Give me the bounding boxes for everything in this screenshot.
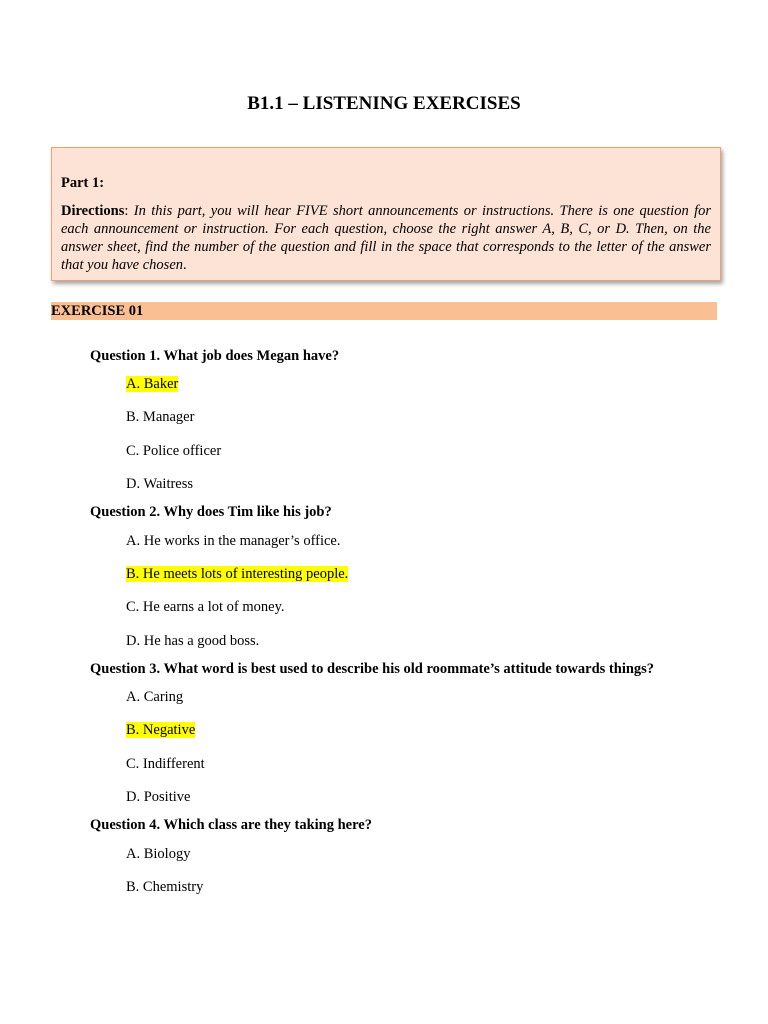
part-label: Part 1: [61, 175, 105, 191]
q4-option-a: A. Biology [126, 846, 191, 862]
q4-option-b: B. Chemistry [126, 879, 204, 895]
q2-option-d: D. He has a good boss. [126, 633, 260, 649]
q1-option-b: B. Manager [126, 409, 195, 425]
q2-option-a: A. He works in the manager’s office. [126, 533, 341, 549]
q3-option-d: D. Positive [126, 789, 191, 805]
directions-paragraph [61, 202, 711, 274]
exercise-heading: EXERCISE 01 [51, 302, 717, 320]
q1-option-a [126, 376, 178, 393]
q1-option-d: D. Waitress [126, 476, 194, 492]
q3-option-a: A. Caring [126, 689, 184, 705]
question-1: Question 1. What job does Megan have? [90, 348, 340, 364]
q1-option-a-text: A. Baker [126, 376, 179, 392]
q3-option-b [126, 722, 195, 739]
q2-option-b-text: B. He meets lots of interesting people. [126, 566, 349, 582]
directions-separator: : [124, 203, 129, 219]
q3-option-b-text: B. Negative [126, 722, 196, 738]
q2-option-c: C. He earns a lot of money. [126, 599, 285, 615]
question-4: Question 4. Which class are they taking here? [90, 817, 372, 833]
question-2: Question 2. Why does Tim like his job? [90, 504, 332, 520]
q2-option-b [126, 566, 348, 583]
question-3: Question 3. What word is best used to describe his old roommate’s attitude towards things? [90, 661, 655, 677]
directions-box [51, 147, 721, 281]
directions-label: Directions [61, 203, 125, 219]
q3-option-c: C. Indifferent [126, 756, 205, 772]
directions-text: In this part, you will hear FIVE short announcements or instructions. There is one question for each announcement or instruction. For each question, choose the right answer A, B, C, or D. Then, on the answer sheet, find the number of the question and fill in the space that corresponds to the letter of the answer that you have chosen [61, 203, 712, 273]
directions-end: . [183, 257, 187, 273]
page-title: B1.1 – LISTENING EXERCISES [247, 93, 521, 114]
q1-option-c: C. Police officer [126, 443, 222, 459]
